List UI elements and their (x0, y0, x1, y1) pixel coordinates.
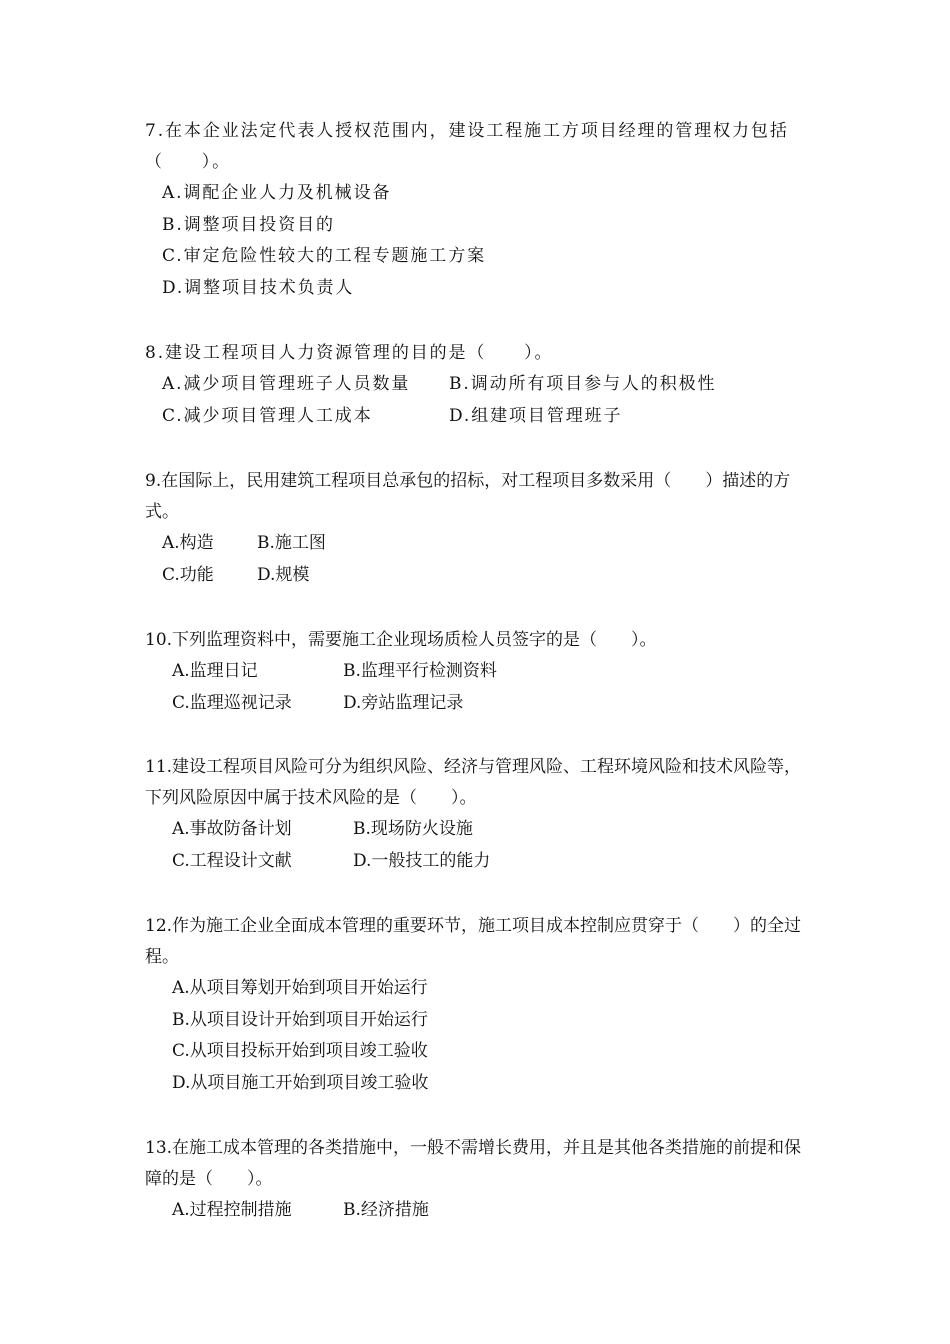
question-options (145, 178, 810, 304)
question-stem: 8.建设工程项目人力资源管理的目的是（ ）。 (145, 343, 554, 363)
option-b: B.从项目设计开始到项目开始运行 (172, 1009, 428, 1030)
option-c: C.减少项目管理人工成本 (162, 405, 373, 426)
question-stem: 9.在国际上，民用建筑工程项目总承包的招标，对工程项目多数采用（ ）描述的方式。 (145, 471, 791, 522)
option-d: D.规模 (257, 564, 310, 585)
question-options (145, 528, 810, 591)
question-12 (145, 911, 810, 1099)
option-a: A.构造 (162, 533, 214, 553)
question-8 (145, 338, 810, 432)
option-a: A.监理日记 (172, 661, 258, 681)
option-b: B.调整项目投资目的 (162, 214, 335, 235)
option-c: C.审定危险性较大的工程专题施工方案 (162, 246, 487, 266)
option-d: D.调整项目技术负责人 (162, 277, 355, 298)
option-c: C.工程设计文献 (172, 850, 292, 871)
question-options (145, 656, 810, 719)
option-b: B.经济措施 (343, 1200, 429, 1220)
question-options (145, 973, 810, 1099)
option-a: A.过程控制措施 (172, 1200, 292, 1220)
question-9 (145, 466, 810, 591)
question-7 (145, 116, 810, 304)
option-b: B.调动所有项目参与人的积极性 (449, 374, 717, 394)
question-stem: 7.在本企业法定代表人授权范围内，建设工程施工方项目经理的管理权力包括（ ）。 (145, 121, 789, 172)
option-c: C.从项目投标开始到项目竣工验收 (172, 1041, 428, 1061)
option-d: D.从项目施工开始到项目竣工验收 (172, 1072, 429, 1093)
question-options (145, 814, 810, 877)
option-a: A.事故防备计划 (172, 819, 292, 839)
option-a: A.调配企业人力及机械设备 (162, 183, 392, 203)
question-13 (145, 1133, 810, 1227)
question-options (145, 1195, 810, 1227)
option-c: C.功能 (162, 564, 214, 585)
option-d: D.组建项目管理班子 (449, 405, 623, 426)
question-10 (145, 625, 810, 719)
question-stem: 11.建设工程项目风险可分为组织风险、经济与管理风险、工程环境风险和技术风险等，下列风险原因中属于技术风险的是（ ）。 (145, 757, 802, 808)
question-options (145, 369, 810, 432)
option-a: A.减少项目管理班子人员数量 (162, 374, 411, 394)
option-d: D.旁站监理记录 (343, 692, 464, 713)
option-b: B.监理平行检测资料 (343, 661, 497, 681)
question-11 (145, 752, 810, 877)
question-stem: 13.在施工成本管理的各类措施中，一般不需增长费用，并且是其他各类措施的前提和保障的是（ ）。 (145, 1138, 802, 1189)
question-stem: 12.作为施工企业全面成本管理的重要环节，施工项目成本控制应贯穿于（ ）的全过程。 (145, 916, 802, 967)
question-stem: 10.下列监理资料中，需要施工企业现场质检人员签字的是（ ）。 (145, 630, 657, 650)
option-b: B.现场防火设施 (353, 819, 473, 839)
option-b: B.施工图 (257, 533, 326, 553)
option-c: C.监理巡视记录 (172, 692, 292, 713)
option-d: D.一般技工的能力 (353, 850, 491, 871)
option-a: A.从项目筹划开始到项目开始运行 (172, 978, 428, 998)
